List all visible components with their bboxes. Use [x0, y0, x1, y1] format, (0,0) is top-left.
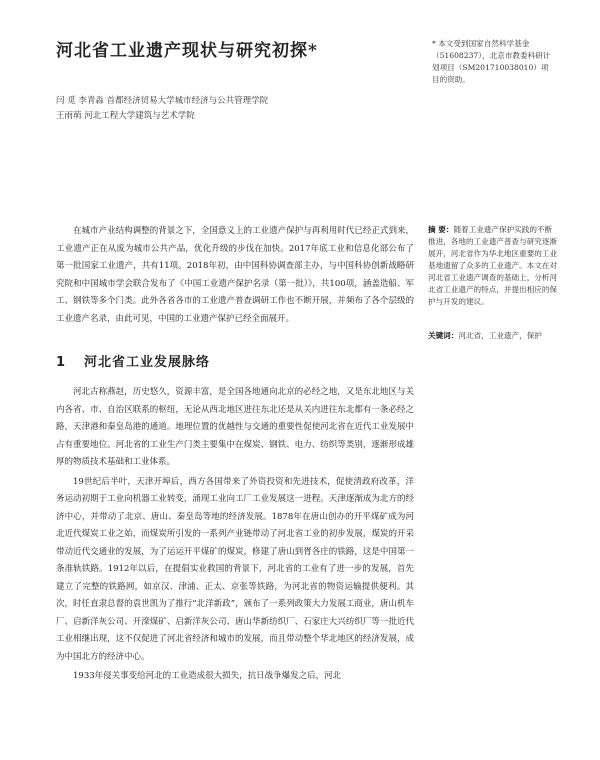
- section-title-text: 河北省工业发展脉络: [84, 355, 211, 370]
- body-paragraph-1: 河北古称燕赵，历史悠久，资源丰富，是全国各地通向北京的必经之地，又是东北地区与关内各省、市、自治区联系的枢纽，无论从西北地区进往东北还是从关内进往东北都有一条必经之路，天津港和秦皇岛港的通道。地理位置的优越性与交通的重要性促使河北省在近代工业发展中占有重要地位。河北省的工业生产门类主要集中在煤炭、钢铁、电力、纺织等类别，逐渐形成雄厚的物质技术基础和工业体系。: [56, 387, 414, 467]
- keywords-text: 河北省，工业遗产，保护: [458, 331, 542, 340]
- abstract-text: 随着工业遗产保护实践的不断推进，各地的工业遗产普查与研究逐渐展开，河北省作为华北地区重要的工业基地遗留了众多的工业遗产。本文在对河北省工业遗产调查的基础上，分析河北省工业遗产的特点，并提出相应的保护与开发的建议。: [428, 225, 558, 306]
- author-block: [56, 94, 376, 124]
- body-paragraph-3: 1933年侵关事变给河北的工业造成很大损失，抗日战争爆发之后，河北: [73, 671, 342, 681]
- author-line-1: 闫 觅 李青淼 首都经济贸易大学城市经济与公共管理学院: [56, 96, 269, 106]
- author-line-2: 王雨萌 河北工程大学建筑与艺术学院: [56, 111, 195, 121]
- paper-title: 河北省工业遗产现状与研究初探*: [56, 41, 318, 61]
- body-text: [56, 384, 414, 688]
- abstract: [428, 224, 558, 308]
- section-number: 1: [56, 355, 67, 370]
- funding-footnote: * 本文受到国家自然科学基金（51608237），北京市教委科研计划项目（SM201710038010）项目的资助。: [432, 39, 551, 84]
- section-heading: [56, 351, 416, 370]
- body-paragraph-2: 19世纪后半叶，天津开埠后，西方各国带来了外资投资和先进技术，促使清政府改革，洋务运动初期于工业向机器工业转变，涌现工业向工厂工业发展这一进程。天津逐渐成为北方的经济中心，并带动了北京、唐山、秦皇岛等地的经济发展。1878年在唐山创办的开平煤矿成为河北近代煤炭工业之始，而煤炭所引发的一系列产业链带动了河北省工业的初步发展，煤炭的开采带动近代交通业的发展，为了运运开平煤矿的煤炭，修建了唐山到胥各庄的铁路，这是中国第一条准轨铁路。1912年以后，在提倡实业救国的背景下，河北省的工业有了进一步的发展，首先建立了完整的铁路网，如京汉、津浦、正太、京张等铁路，为河北省的物资运输提供便利。其次，时任直隶总督的袁世凯为了推行“北洋新政”，颁布了一系列政策大力发展工商业，唐山机车厂、启新洋灰公司、开滦煤矿、启新洋灰公司、唐山华新纺织厂、石家庄大兴纺织厂等一批近代工业相继出现，这不仅促进了河北省经济和城市的发展，而且带动整个华北地区的经济发展，成为中国北方的经济中心。: [56, 476, 414, 662]
- keywords-label: 关键词：: [428, 331, 459, 340]
- keywords: [428, 330, 558, 342]
- intro-paragraph: 在城市产业结构调整的背景之下，全国意义上的工业遗产保护与再利用时代已经正式到来，工业遗产正在从废为城市公共产品，优化升级的步伐在加快。2017年底工业和信息化部公布了第一批国家工业遗产，共有11项。2018年初，由中国科协调查部主办，与中国科协创新战略研究院和中国城市学会联合发布了《中国工业遗产保护名录（第一批）》，共100项，涵盖造船、军工、钢铁等多个门类。此外各省各市的工业遗产普查调研工作也不断开展，并频布了各个层级的工业遗产名录，由此可见，中国的工业遗产保护已经全面展开。: [56, 226, 414, 324]
- abstract-label: 摘 要：: [428, 225, 454, 234]
